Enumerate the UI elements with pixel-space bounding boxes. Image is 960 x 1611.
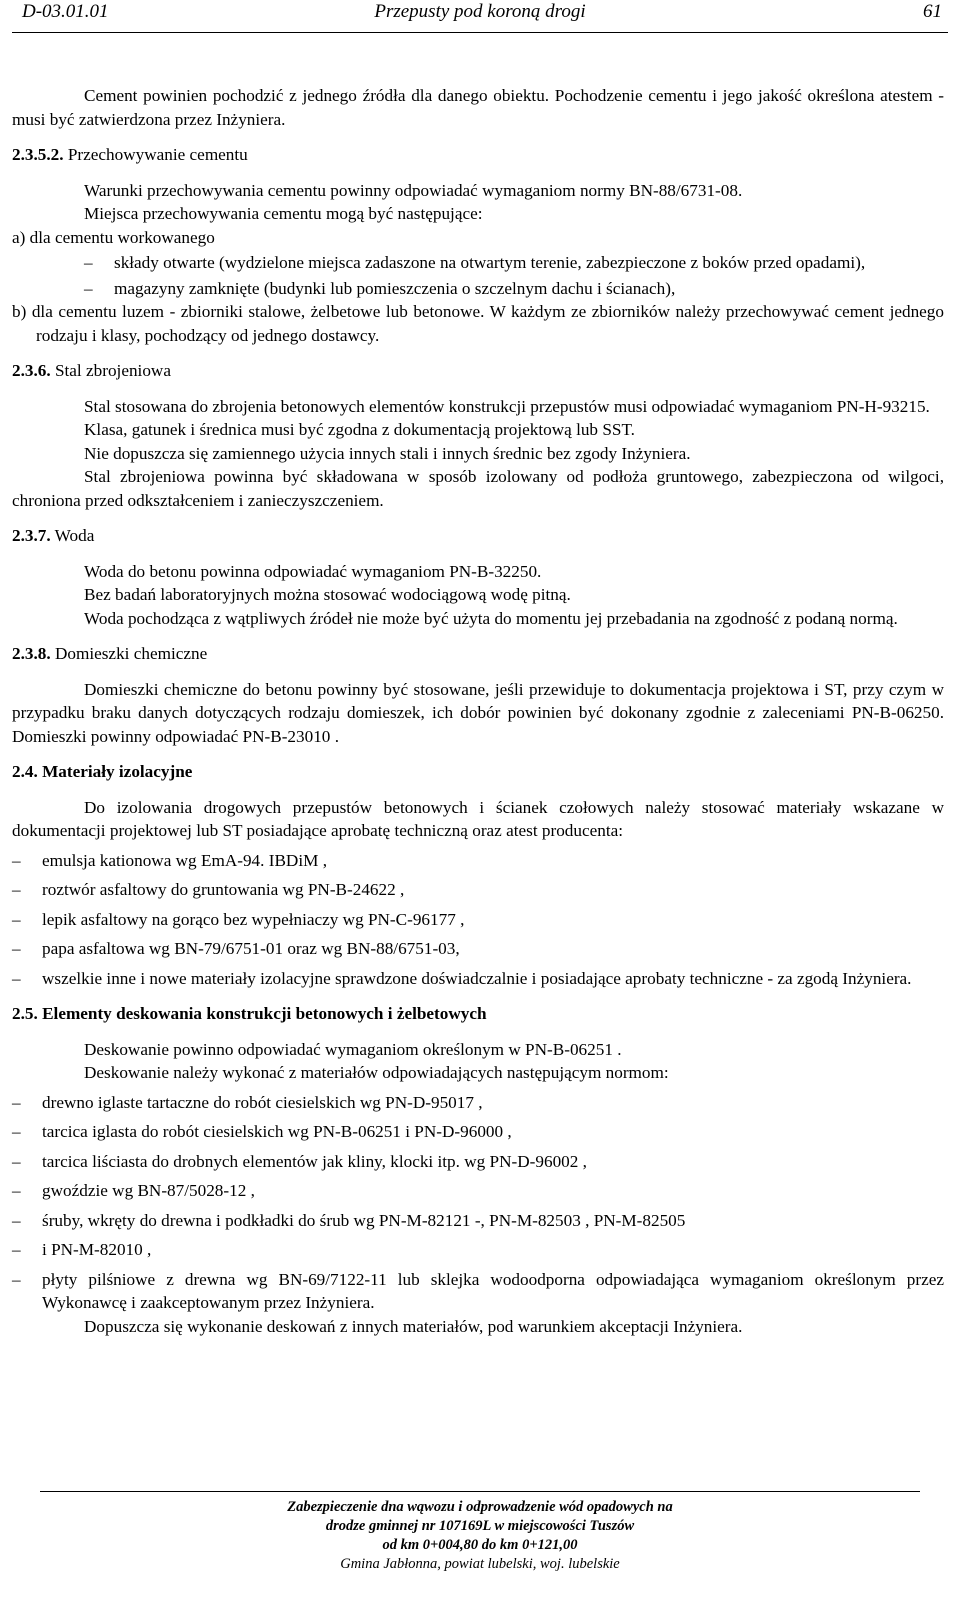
paragraph: Warunki przechowywania cementu powinny odpowiadać wymaganiom normy BN-88/6731-08. bbox=[84, 180, 743, 200]
page-number: 61 bbox=[923, 1, 942, 22]
list-item-a: a) dla cementu workowanego bbox=[12, 227, 215, 247]
paragraph: Klasa, gatunek i średnica musi być zgodna z dokumentacją projektową lub SST. bbox=[84, 420, 635, 439]
paragraph: Stal stosowana do zbrojenia betonowych elementów konstrukcji przepustów musi odpowiadać wymaganiom PN-H-93215. bbox=[84, 396, 930, 416]
document-code: D-03.01.01 bbox=[22, 1, 109, 22]
section-heading-238: 2.3.8. Domieszki chemiczne bbox=[12, 644, 208, 663]
document-title: Przepusty pod koroną drogi bbox=[374, 1, 586, 22]
list-item: – wszelkie inne i nowe materiały izolacyjne sprawdzone doświadczalnie i posiadające aprobaty techniczne - za zgodą Inżyniera. bbox=[12, 968, 912, 988]
section-heading-2352: 2.3.5.2. Przechowywanie cementu bbox=[12, 145, 248, 164]
paragraph: Woda pochodząca z wątpliwych źródeł nie może być użyta do momentu jej przebadania na zgodność z podaną normą. bbox=[84, 608, 898, 628]
paragraph: Cement powinien pochodzić z jednego źródła dla danego obiektu. Pochodzenie cementu i jego jakość określona atestem - musi być zatwierdzona przez Inżyniera. bbox=[12, 86, 944, 129]
list-item-b: b) dla cementu luzem - zbiorniki stalowe, żelbetowe lub betonowe. W każdym ze zbiorników należy przechowywać cement jednego rodzaju i klasy, pochodzący od jednego dostawcy. bbox=[12, 302, 944, 345]
section-heading-25: 2.5. Elementy deskowania konstrukcji betonowych i żelbetowych bbox=[12, 1004, 487, 1023]
paragraph: Deskowanie należy wykonać z materiałów odpowiadających następującym normom: bbox=[84, 1063, 669, 1082]
paragraph: Woda do betonu powinna odpowiadać wymaganiom PN-B-32250. bbox=[84, 561, 542, 581]
list-item: – płyty pilśniowe z drewna wg BN-69/7122-11 lub sklejka wodoodporna odpowiadająca wymaganiom określonym przez Wykonawcę i zaakceptowanym przez Inżyniera. bbox=[12, 1269, 944, 1312]
list-item: – gwoździe wg BN-87/5028-12 , bbox=[12, 1181, 255, 1200]
footer-line: od km 0+004,80 do km 0+121,00 bbox=[382, 1537, 578, 1553]
section-heading-236: 2.3.6. Stal zbrojeniowa bbox=[12, 361, 171, 380]
list-item: – tarcica liściasta do drobnych elementów jak kliny, klocki itp. wg PN-D-96002 , bbox=[12, 1151, 587, 1171]
list-item: – tarcica iglasta do robót ciesielskich wg PN-B-06251 i PN-D-96000 , bbox=[12, 1122, 512, 1141]
footer-line: Gmina Jabłonna, powiat lubelski, woj. lubelskie bbox=[340, 1556, 620, 1572]
paragraph: Stal zbrojeniowa powinna być składowana w sposób izolowany od podłoża gruntowego, zabezpieczona od wilgoci, chroniona przed odkształceniem i zanieczyszczeniem. bbox=[12, 467, 944, 510]
section-heading-24: 2.4. Materiały izolacyjne bbox=[12, 762, 193, 781]
page-header bbox=[12, 0, 948, 33]
list-item: – emulsja kationowa wg EmA-94. IBDiM , bbox=[12, 850, 327, 870]
list-item: – magazyny zamknięte (budynki lub pomieszczenia o szczelnym dachu i ścianach), bbox=[84, 278, 676, 298]
section-heading-237: 2.3.7. Woda bbox=[12, 526, 95, 545]
paragraph: Deskowanie powinno odpowiadać wymaganiom określonym w PN-B-06251 . bbox=[84, 1039, 622, 1059]
list-item: – drewno iglaste tartaczne do robót ciesielskich wg PN-D-95017 , bbox=[12, 1092, 483, 1112]
paragraph: Domieszki chemiczne do betonu powinny być stosowane, jeśli przewiduje to dokumentacja projektowa i ST, przy czym w przypadku braku danych dotyczących rodzaju domieszek, ich dobór powinien być dokonany zgodnie z zaleceniami PN-B-06250. Domieszki powinny odpowiadać PN-B-23010 . bbox=[12, 679, 944, 746]
paragraph: Do izolowania drogowych przepustów betonowych i ścianek czołowych należy stosować materiały wskazane w dokumentacji projektowej lub ST posiadające aprobatę techniczną oraz atest producenta: bbox=[12, 797, 944, 840]
document-body bbox=[12, 84, 944, 1338]
footer-line: Zabezpieczenie dna wąwozu i odprowadzenie wód opadowych na bbox=[287, 1499, 673, 1515]
list-item: – roztwór asfaltowy do gruntowania wg PN-B-24622 , bbox=[12, 880, 405, 899]
page-footer bbox=[40, 1491, 920, 1574]
list-item: – papa asfaltowa wg BN-79/6751-01 oraz wg BN-88/6751-03, bbox=[12, 939, 460, 958]
list-item: – i PN-M-82010 , bbox=[12, 1240, 152, 1259]
paragraph: Dopuszcza się wykonanie deskowań z innych materiałów, pod warunkiem akceptacji Inżyniera. bbox=[84, 1316, 743, 1336]
paragraph: Miejsca przechowywania cementu mogą być następujące: bbox=[84, 204, 483, 223]
list-item: – śruby, wkręty do drewna i podkładki do śrub wg PN-M-82121 -, PN-M-82503 , PN-M-82505 bbox=[12, 1210, 686, 1230]
paragraph: Nie dopuszcza się zamiennego użycia innych stali i innych średnic bez zgody Inżyniera. bbox=[84, 443, 691, 463]
list-item: – lepik asfaltowy na gorąco bez wypełniaczy wg PN-C-96177 , bbox=[12, 909, 465, 929]
paragraph: Bez badań laboratoryjnych można stosować wodociągową wodę pitną. bbox=[84, 585, 571, 604]
footer-line: drodze gminnej nr 107169L w miejscowości Tuszów bbox=[325, 1518, 635, 1534]
list-item: – składy otwarte (wydzielone miejsca zadaszone na otwartym terenie, zabezpieczone z boków przed opadami), bbox=[84, 253, 866, 272]
